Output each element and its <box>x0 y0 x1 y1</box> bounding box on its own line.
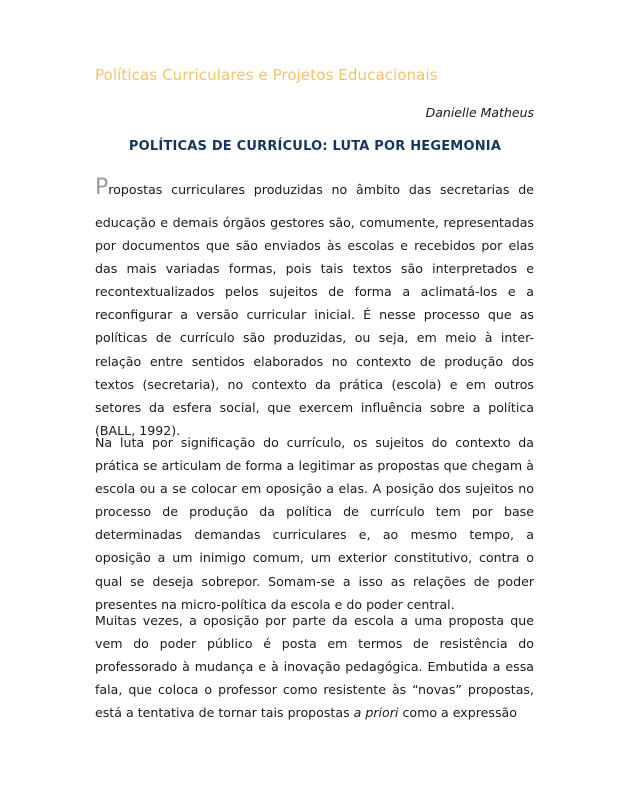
paragraph-1-first-line <box>95 175 534 201</box>
paragraph-3-italic-term: a priori <box>353 705 399 721</box>
paragraph-2 <box>95 431 534 616</box>
paragraph-3-text-start: Muitas vezes, a oposição por parte da escola a uma proposta que vem do poder público é posta em termos de resistência do professorado à mudança e à inovação pedagógica. Embutida a essa fala, que coloca o professor como resistente às “novas” propostas, está a tentativa de tornar tais propostas <box>95 613 534 721</box>
author-name: Danielle Matheus <box>425 105 534 120</box>
paragraph-3-text-end: como a expressão <box>398 705 517 721</box>
paragraph-1-body: educação e demais órgãos gestores são, comumente, representadas por documentos que são enviados às escolas e recebidos por elas das mais variadas formas, pois tais textos são interpretados e recontextualizados pelos sujeitos de forma a aclimatá-los e a reconfigurar a versão curricular inicial. É nesse processo que as políticas de currículo são produzidas, ou seja, em meio à inter-relação entre sentidos elaborados no contexto de produção dos textos (secretaria), no contexto da prática (escola) e em outros setores da esfera social, que exercem influência sobre a política (BALL, 1992). <box>95 215 534 438</box>
drop-cap: P <box>95 175 109 200</box>
journal-title: Políticas Curriculares e Projetos Educacionais <box>95 66 438 84</box>
paragraph-1-first-line-text: ropostas curriculares produzidas no âmbito das secretarias de <box>108 182 534 197</box>
article-title: POLÍTICAS DE CURRÍCULO: LUTA POR HEGEMONIA <box>128 139 502 154</box>
paragraph-3 <box>95 609 534 724</box>
paragraph-3-text <box>95 609 534 724</box>
paragraph-1 <box>95 175 534 442</box>
paragraph-2-text: Na luta por significação do currículo, os sujeitos do contexto da prática se articulam de forma a legitimar as propostas que chegam à escola ou a se colocar em oposição a elas. A posição dos sujeitos no processo de produção da política de currículo tem por base determinadas demandas curriculares e, ao mesmo tempo, a oposição a um inimigo comum, um exterior constitutivo, contra o qual se deseja sobrepor. Somam-se a isso as relações de poder presentes na micro-política da escola e do poder central. <box>95 435 534 612</box>
